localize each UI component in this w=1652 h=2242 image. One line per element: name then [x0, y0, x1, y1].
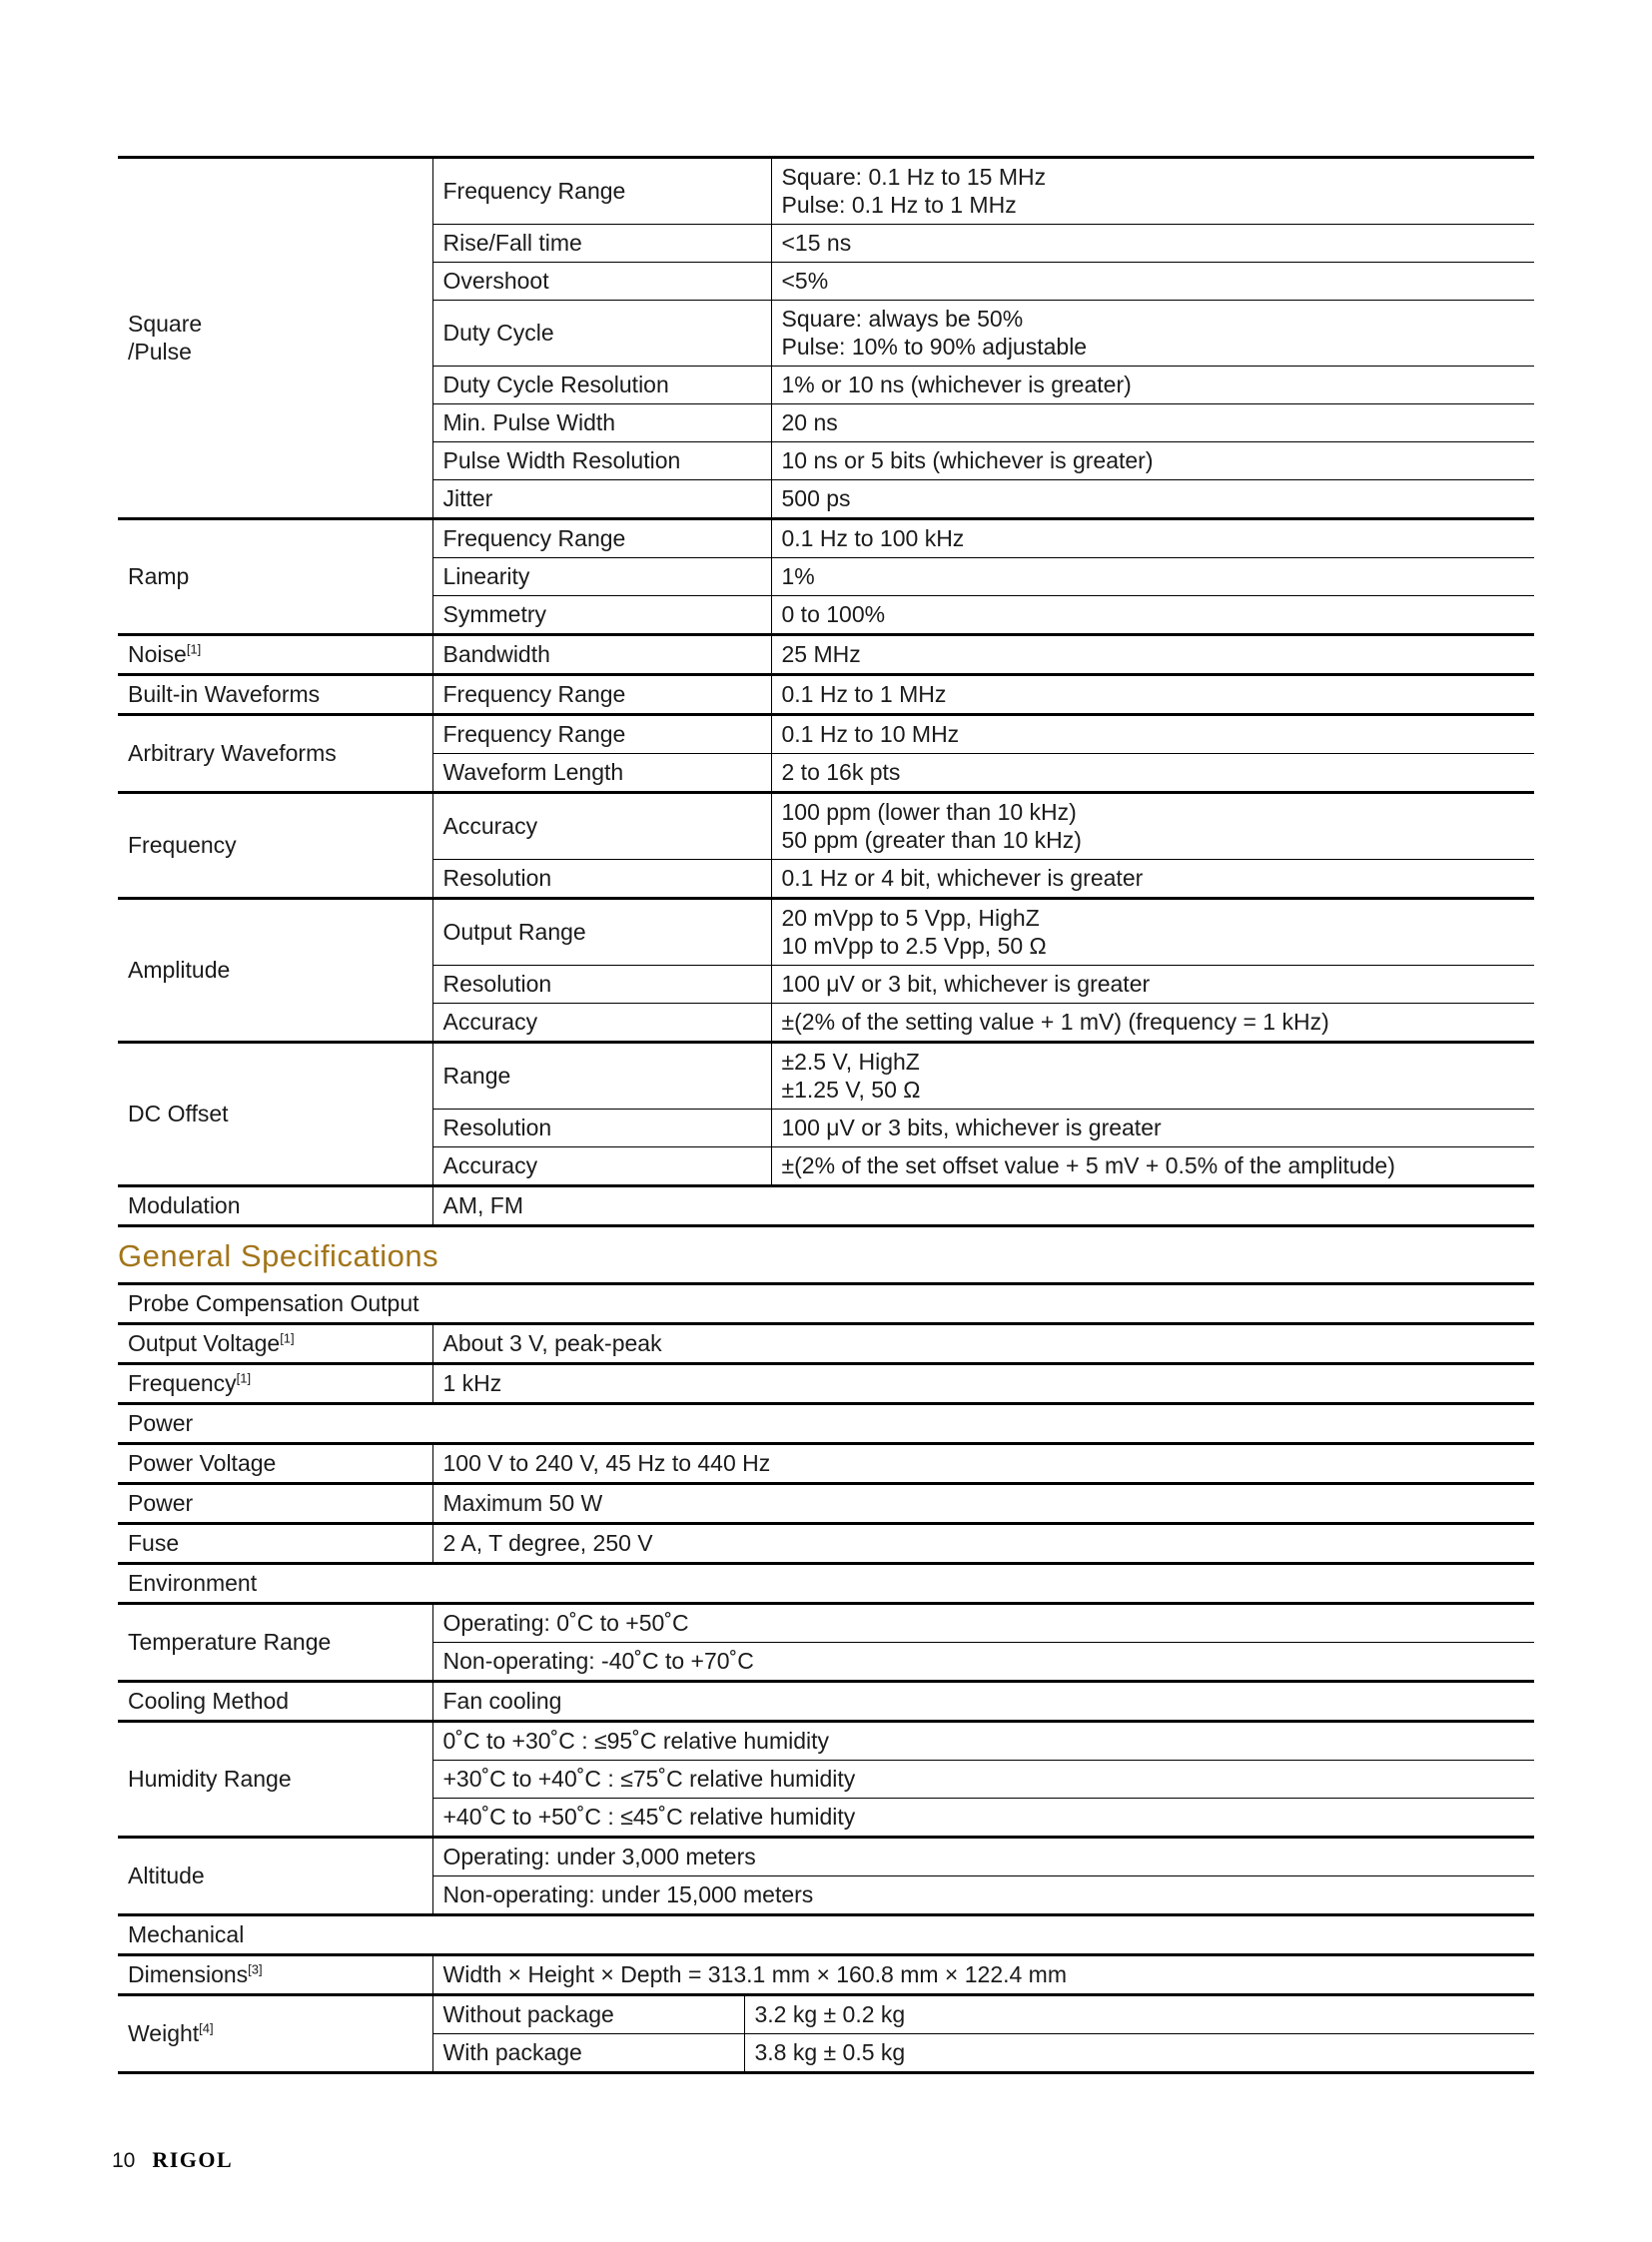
spec-group-label	[118, 715, 432, 793]
page-footer	[112, 2147, 233, 2173]
text-line: 50 ppm (greater than 10 kHz)	[781, 827, 1082, 853]
general-spec-table-body	[118, 1284, 1534, 2073]
spec-param-cell: Rise/Fall time	[432, 225, 771, 263]
spec-value-cell	[771, 1004, 1534, 1043]
waveform-spec-table	[118, 156, 1534, 1227]
text-line: /Pulse	[128, 339, 192, 365]
spec-label-cell: Output Voltage[1]	[118, 1324, 432, 1364]
spec-param-cell: With package	[432, 2034, 744, 2073]
spec-label-cell: Dimensions[3]	[118, 1955, 432, 1995]
section-row	[118, 1284, 1534, 1324]
table-row	[118, 1186, 1534, 1226]
table-row	[118, 158, 1534, 225]
text-line: ±(2% of the setting value + 1 mV) (frequency = 1 kHz)	[781, 1009, 1329, 1035]
table-row	[118, 1955, 1534, 1995]
text-line: 0.1 Hz to 10 MHz	[781, 721, 960, 747]
section-label: Mechanical	[118, 1915, 1534, 1955]
spec-value-cell	[771, 715, 1534, 754]
table-row	[118, 1838, 1534, 1876]
spec-value-cell: Operating: under 3,000 meters	[432, 1838, 1534, 1876]
spec-value-cell: Maximum 50 W	[432, 1484, 1534, 1524]
spec-value-cell	[771, 899, 1534, 966]
spec-value-cell: 2 A, T degree, 250 V	[432, 1524, 1534, 1564]
spec-value-cell	[771, 675, 1534, 715]
text-line: Square: always be 50%	[781, 306, 1024, 332]
footnote-ref: [1]	[186, 641, 202, 657]
text-line: 20 mVpp to 5 Vpp, HighZ	[781, 905, 1040, 931]
text-line: 0.1 Hz to 1 MHz	[781, 681, 947, 707]
spec-value-cell	[771, 404, 1534, 442]
spec-label-cell: Fuse	[118, 1524, 432, 1564]
text-line: Frequency	[128, 832, 237, 858]
footnote-ref: [3]	[248, 1961, 263, 1977]
spec-param-cell: Min. Pulse Width	[432, 404, 771, 442]
table-row	[118, 1364, 1534, 1404]
spec-param-cell: Jitter	[432, 480, 771, 519]
text-line: 1%	[781, 563, 815, 589]
spec-param-cell: Pulse Width Resolution	[432, 442, 771, 480]
table-row	[118, 1524, 1534, 1564]
text-line: <15 ns	[781, 230, 852, 256]
spec-value-cell: Operating: 0˚C to +50˚C	[432, 1604, 1534, 1643]
text-line: ±1.25 V, 50 Ω	[781, 1077, 921, 1103]
spec-value-cell	[771, 367, 1534, 404]
spec-value-cell: +40˚C to +50˚C : ≤45˚C relative humidity	[432, 1799, 1534, 1838]
spec-value-cell	[771, 754, 1534, 793]
table-row	[118, 715, 1534, 754]
spec-value-cell: 3.2 kg ± 0.2 kg	[744, 1995, 1534, 2034]
section-row	[118, 1404, 1534, 1444]
spec-label-cell: Power Voltage	[118, 1444, 432, 1484]
text-line: 500 ps	[781, 485, 851, 511]
spec-value-cell: 1 kHz	[432, 1364, 1534, 1404]
table-row	[118, 1604, 1534, 1643]
table-row	[118, 1043, 1534, 1110]
spec-value-cell	[771, 225, 1534, 263]
text-line: 0.1 Hz to 100 kHz	[781, 525, 965, 551]
spec-value-cell: 0˚C to +30˚C : ≤95˚C relative humidity	[432, 1722, 1534, 1761]
spec-value-cell	[771, 158, 1534, 225]
spec-value-cell	[771, 480, 1534, 519]
page-number: 10	[112, 2149, 136, 2172]
spec-value-cell	[771, 860, 1534, 899]
spec-group-label	[118, 635, 432, 675]
spec-label-cell: Frequency[1]	[118, 1364, 432, 1404]
text-line: Modulation	[128, 1192, 241, 1218]
table-row	[118, 1682, 1534, 1722]
section-label: Power	[118, 1404, 1534, 1444]
spec-value-cell	[771, 301, 1534, 367]
spec-value-cell	[771, 966, 1534, 1004]
spec-group-label	[118, 519, 432, 635]
spec-value-cell	[771, 442, 1534, 480]
spec-param-cell: Accuracy	[432, 1004, 771, 1043]
text-line: 100 μV or 3 bit, whichever is greater	[781, 971, 1151, 997]
text-line: Pulse: 10% to 90% adjustable	[781, 334, 1088, 360]
text-line: ±(2% of the set offset value + 5 mV + 0.5% of the amplitude)	[781, 1152, 1395, 1178]
spec-param-cell: Resolution	[432, 1110, 771, 1147]
text-line: 10 mVpp to 2.5 Vpp, 50 Ω	[781, 933, 1047, 959]
spec-param-cell: Range	[432, 1043, 771, 1110]
text-line: 100 ppm (lower than 10 kHz)	[781, 799, 1077, 825]
spec-value-cell	[771, 635, 1534, 675]
footnote-ref: [4]	[199, 2020, 214, 2036]
footnote-ref: [1]	[280, 1330, 295, 1346]
spec-label-cell: Cooling Method	[118, 1682, 432, 1722]
spec-value-cell	[771, 596, 1534, 635]
table-row	[118, 1722, 1534, 1761]
spec-value-cell	[771, 1147, 1534, 1186]
spec-param-cell: Frequency Range	[432, 715, 771, 754]
spec-label-cell: Power	[118, 1484, 432, 1524]
table-row	[118, 1484, 1534, 1524]
spec-param-cell: Resolution	[432, 860, 771, 899]
spec-label-cell: Temperature Range	[118, 1604, 432, 1682]
spec-group-label	[118, 1043, 432, 1186]
spec-param-cell: Linearity	[432, 558, 771, 596]
text-line: Square: 0.1 Hz to 15 MHz	[781, 164, 1047, 190]
table-row	[118, 899, 1534, 966]
text-line: Ramp	[128, 563, 190, 589]
text-line: 10 ns or 5 bits (whichever is greater)	[781, 447, 1154, 473]
spec-param-cell: Without package	[432, 1995, 744, 2034]
spec-group-label	[118, 793, 432, 899]
text-line: 0.1 Hz or 4 bit, whichever is greater	[781, 865, 1144, 891]
spec-value-cell	[771, 793, 1534, 860]
spec-value-cell	[771, 519, 1534, 558]
section-row	[118, 1915, 1534, 1955]
spec-label-cell: Humidity Range	[118, 1722, 432, 1838]
text-line: Square	[128, 311, 203, 337]
spec-value-cell	[771, 263, 1534, 301]
spec-value-cell: Width × Height × Depth = 313.1 mm × 160.8 mm × 122.4 mm	[432, 1955, 1534, 1995]
text-line: Built-in Waveforms	[128, 681, 321, 707]
spec-value-cell: About 3 V, peak-peak	[432, 1324, 1534, 1364]
spec-value-cell: Fan cooling	[432, 1682, 1534, 1722]
spec-value-cell: 100 V to 240 V, 45 Hz to 440 Hz	[432, 1444, 1534, 1484]
text-line: <5%	[781, 268, 829, 294]
text-line: 100 μV or 3 bits, whichever is greater	[781, 1115, 1162, 1140]
spec-param-cell: Frequency Range	[432, 158, 771, 225]
spec-value-cell	[771, 558, 1534, 596]
text-line: Amplitude	[128, 957, 231, 983]
spec-value-cell: Non-operating: -40˚C to +70˚C	[432, 1643, 1534, 1682]
text-line: 0 to 100%	[781, 601, 886, 627]
text-line: 20 ns	[781, 409, 838, 435]
text-line: Noise[1]	[128, 641, 202, 667]
spec-value-cell: +30˚C to +40˚C : ≤75˚C relative humidity	[432, 1761, 1534, 1799]
spec-param-cell: Waveform Length	[432, 754, 771, 793]
spec-value-cell: 3.8 kg ± 0.5 kg	[744, 2034, 1534, 2073]
brand-logo: RIGOL	[152, 2147, 234, 2172]
spec-label-cell: Weight[4]	[118, 1995, 432, 2073]
table-row	[118, 1995, 1534, 2034]
footnote-ref: [1]	[236, 1370, 252, 1386]
text-line: 25 MHz	[781, 641, 861, 667]
table-row	[118, 1444, 1534, 1484]
spec-param-cell: Symmetry	[432, 596, 771, 635]
text-line: Arbitrary Waveforms	[128, 740, 337, 766]
spec-param-cell: Accuracy	[432, 793, 771, 860]
table-row	[118, 1324, 1534, 1364]
spec-param-cell: Duty Cycle Resolution	[432, 367, 771, 404]
spec-param-cell: Overshoot	[432, 263, 771, 301]
section-label: Probe Compensation Output	[118, 1284, 1534, 1324]
text-line: DC Offset	[128, 1101, 229, 1126]
spec-param-cell: Duty Cycle	[432, 301, 771, 367]
table-row	[118, 519, 1534, 558]
spec-group-label	[118, 899, 432, 1043]
spec-group-label	[118, 158, 432, 519]
text-line: 1% or 10 ns (whichever is greater)	[781, 372, 1132, 397]
section-label: Environment	[118, 1564, 1534, 1604]
spec-param-cell: Frequency Range	[432, 675, 771, 715]
spec-group-label	[118, 675, 432, 715]
waveform-spec-table-body	[118, 158, 1534, 1226]
spec-value-cell: AM, FM	[432, 1186, 1534, 1226]
spec-group-label	[118, 1186, 432, 1226]
general-spec-table	[118, 1282, 1534, 2074]
spec-param-cell: Output Range	[432, 899, 771, 966]
spec-param-cell: Bandwidth	[432, 635, 771, 675]
table-row	[118, 793, 1534, 860]
general-specs-heading: General Specifications	[118, 1238, 439, 1273]
section-row	[118, 1564, 1534, 1604]
text-line: ±2.5 V, HighZ	[781, 1049, 920, 1075]
spec-value-cell: Non-operating: under 15,000 meters	[432, 1876, 1534, 1915]
table-row	[118, 635, 1534, 675]
table-row	[118, 675, 1534, 715]
text-line: 2 to 16k pts	[781, 759, 901, 785]
spec-value-cell	[771, 1043, 1534, 1110]
spec-param-cell: Accuracy	[432, 1147, 771, 1186]
text-line: Pulse: 0.1 Hz to 1 MHz	[781, 192, 1017, 218]
spec-label-cell: Altitude	[118, 1838, 432, 1915]
spec-value-cell	[771, 1110, 1534, 1147]
spec-param-cell: Frequency Range	[432, 519, 771, 558]
spec-param-cell: Resolution	[432, 966, 771, 1004]
